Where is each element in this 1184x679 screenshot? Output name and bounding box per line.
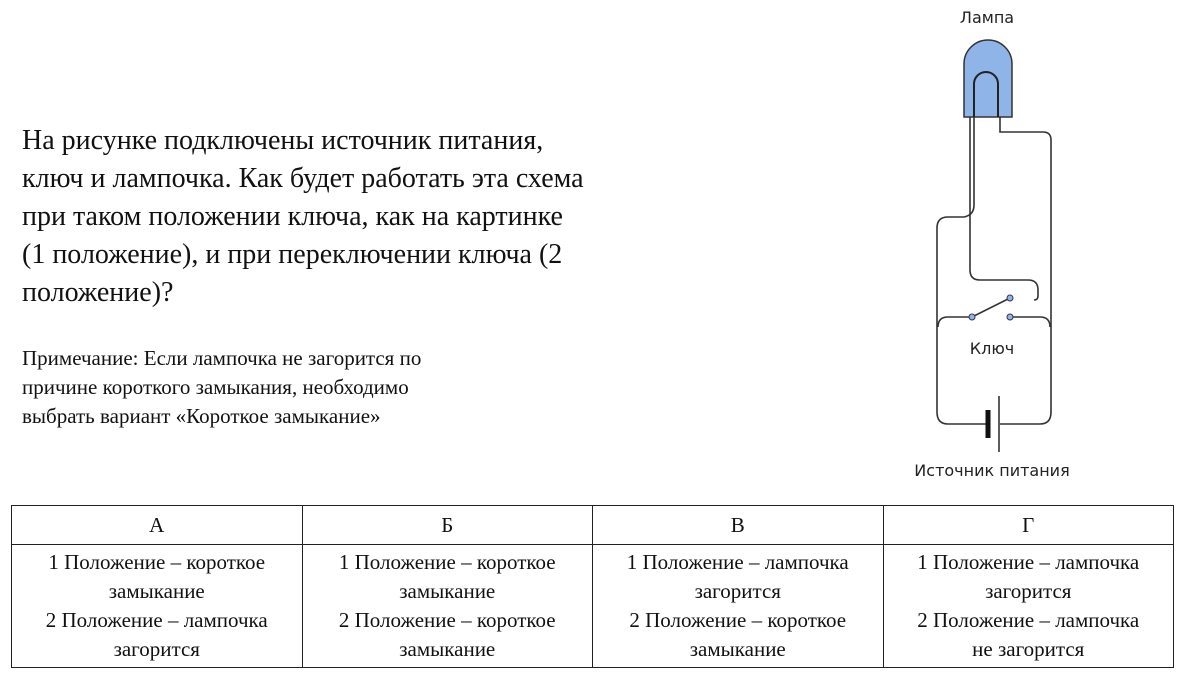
note-line: выбрать вариант «Короткое замыкание» [22,404,381,428]
question-text [22,122,722,312]
option-g-text[interactable] [883,545,1174,668]
option-line: замыкание [399,637,496,661]
switch-contact [969,314,975,320]
option-line: замыкание [399,579,496,603]
option-line: 2 Положение – короткое [338,608,556,632]
option-line: загорится [694,579,781,603]
option-line: загорится [985,579,1072,603]
option-a-text[interactable] [12,545,303,668]
options-header-row [12,506,1174,545]
option-line: не загорится [972,637,1085,661]
question-line: положение)? [22,277,174,308]
question-line: На рисунке подключены источник питания, [22,125,544,156]
note-line: причине короткого замыкания, необходимо [22,375,409,399]
option-line: 2 Положение – лампочка [45,608,268,632]
lamp-label: Лампа [959,8,1015,27]
option-g-letter[interactable]: Г [883,506,1174,545]
option-line: 2 Положение – короткое [629,608,847,632]
switch-contact [1007,295,1013,301]
options-body-row [12,545,1174,668]
option-line: 2 Положение – лампочка [917,608,1140,632]
switch-contact [1007,314,1013,320]
lamp-bulb-icon [964,40,1012,117]
circuit-wires [937,117,1051,424]
option-line: 1 Положение – короткое [338,550,556,574]
note-text [22,344,542,431]
option-v-text[interactable] [593,545,884,668]
option-line: 1 Положение – лампочка [917,550,1140,574]
option-line: 1 Положение – короткое [48,550,266,574]
answer-options-table [11,505,1174,668]
option-line: загорится [113,637,200,661]
question-line: при таком положении ключа, как на картинке [22,201,563,232]
option-line: замыкание [689,637,786,661]
circuit-diagram [900,0,1100,495]
option-v-letter[interactable]: В [593,506,884,545]
option-b-letter[interactable]: Б [302,506,593,545]
question-line: (1 положение), и при переключении ключа (2 [22,239,563,270]
option-line: 1 Положение – лампочка [626,550,849,574]
option-line: замыкание [108,579,205,603]
question-line: ключ и лампочка. Как будет работать эта схема [22,163,584,194]
option-a-letter[interactable]: А [12,506,303,545]
switch-label: Ключ [969,339,1015,358]
source-label: Источник питания [914,461,1070,480]
option-b-text[interactable] [302,545,593,668]
note-line: Примечание: Если лампочка не загорится по [22,346,422,370]
